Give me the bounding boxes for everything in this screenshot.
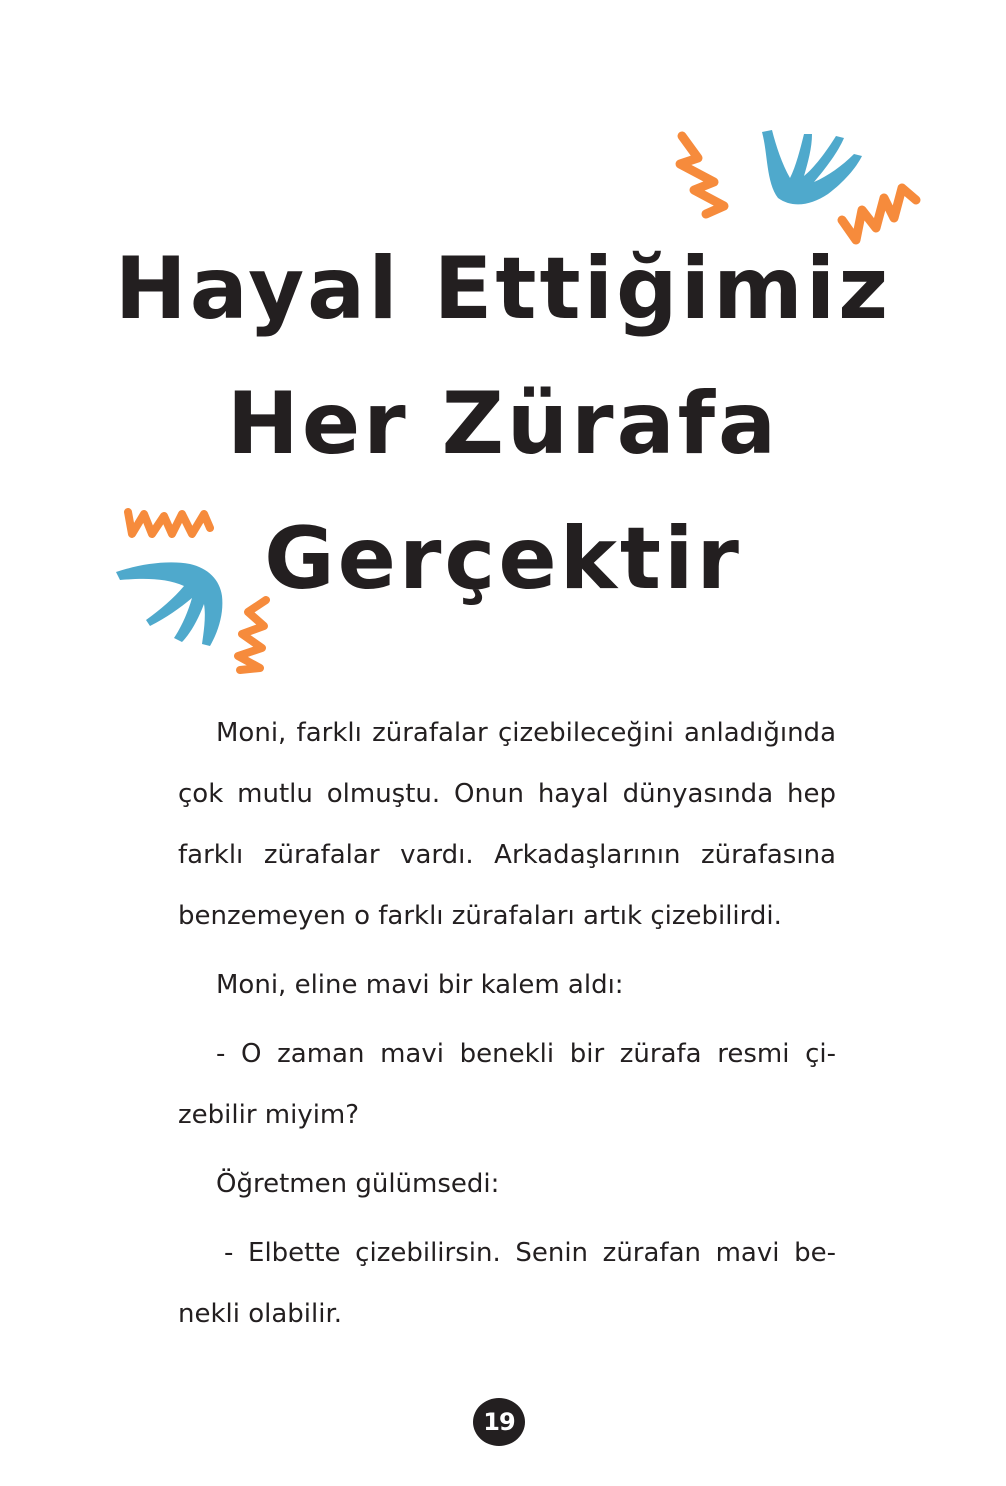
orange-zigzag-icon xyxy=(672,128,744,220)
chapter-title-line-2: Her Zürafa xyxy=(226,374,780,474)
chapter-title-line-3: Gerçektir xyxy=(264,509,742,609)
paragraph-1 xyxy=(178,710,836,954)
paragraph-4 xyxy=(178,1161,836,1222)
text-line: zebilir miyim? xyxy=(178,1100,360,1130)
text-line: farklı zürafalar vardı. Arkadaşlarının zürafasına xyxy=(178,840,836,870)
text-line: Öğretmen gülümsedi: xyxy=(216,1169,500,1199)
page-number-badge: 19 xyxy=(473,1398,525,1446)
text-line: Moni, farklı zürafalar çizebileceğini anladığında xyxy=(216,718,836,748)
text-line: Moni, eline mavi bir kalem aldı: xyxy=(216,970,624,1000)
text-line: - Elbette çizebilirsin. Senin zürafan mavi be- xyxy=(224,1238,836,1268)
paragraph-2 xyxy=(178,962,836,1023)
text-line: benzemeyen o farklı zürafaları artık çizebilirdi. xyxy=(178,901,782,931)
chapter-title-line-1: Hayal Ettiğimiz xyxy=(114,239,892,339)
paragraph-3 xyxy=(178,1031,836,1153)
text-line: çok mutlu olmuştu. Onun hayal dünyasında hep xyxy=(178,779,836,809)
text-line: nekli olabilir. xyxy=(178,1299,343,1329)
story-text xyxy=(178,710,836,1352)
chapter-title xyxy=(0,222,1006,627)
text-line: - O zaman mavi benekli bir zürafa resmi çi- xyxy=(216,1039,836,1069)
paragraph-5 xyxy=(178,1230,836,1352)
